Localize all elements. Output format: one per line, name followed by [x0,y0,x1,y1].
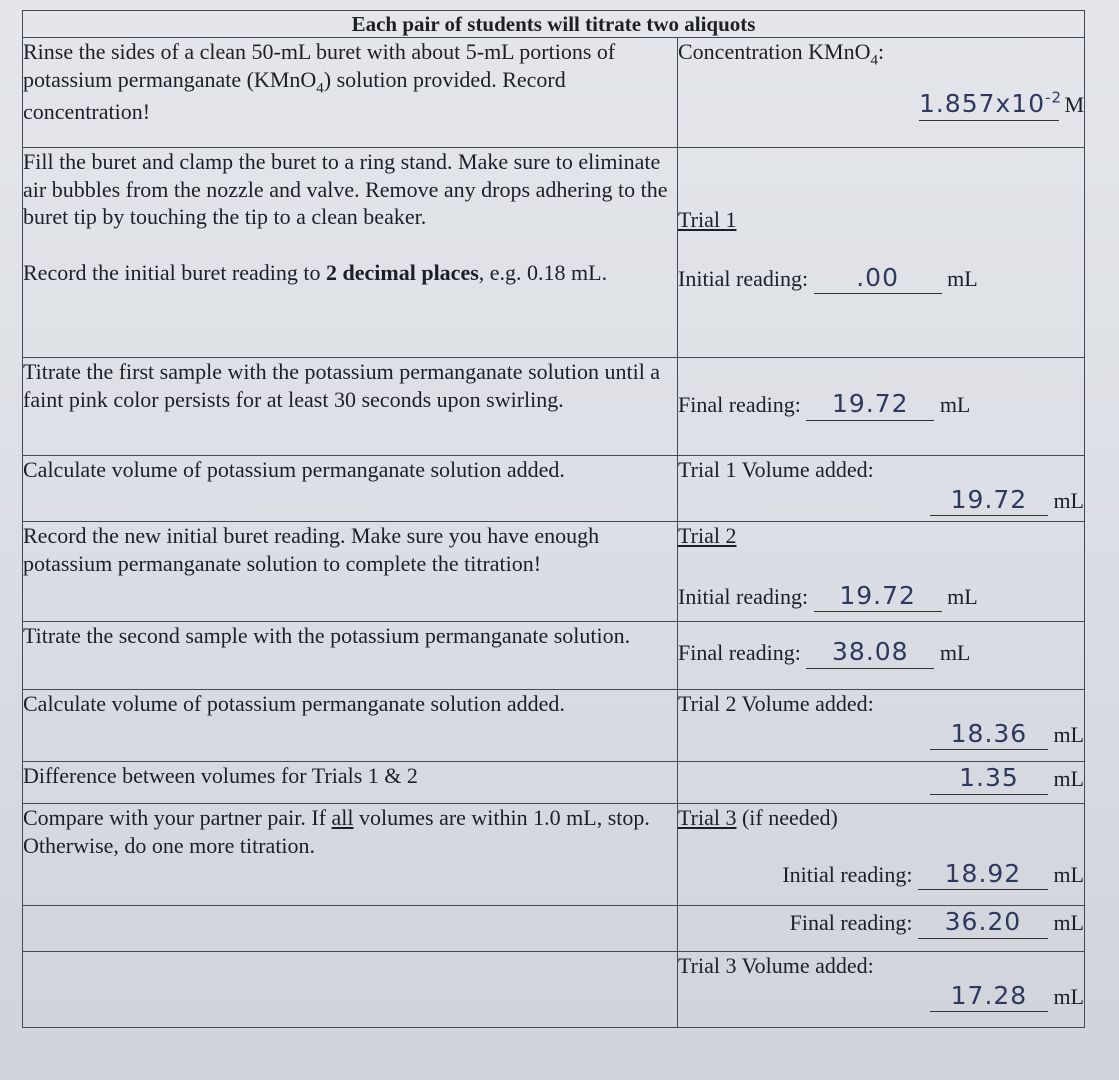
calc1-instructions [23,456,678,522]
rinse-instructions [23,38,678,148]
empty-cell-2 [23,952,678,1028]
row-titrate1 [23,358,1085,456]
trial3-heading [678,804,1084,832]
header-row [23,11,1085,38]
titrate2-response [678,622,1085,690]
trial3-final-label: Final reading: [789,910,913,936]
row-titrate2 [23,622,1085,690]
trial1-volume-unit: mL [1053,487,1084,513]
concentration-field[interactable] [918,88,1063,120]
record-new-response [678,522,1085,622]
titrate1-instructions [23,358,678,456]
titration-table [22,10,1085,1028]
compare-instructions [23,804,678,906]
difference-text: Difference between volumes for Trials 1 & 2 [23,763,418,789]
trial3-label: Trial 3 [678,805,737,831]
fill-instructions [23,148,678,358]
fill-text: Fill the buret and clamp the buret to a ring stand. Make sure to eliminate air bubbles from the nozzle and valve. Remove any drops adhering to the buret tip by touching the tip to a clean beaker. [23,149,668,230]
difference-response [678,762,1085,804]
row-fill [23,148,1085,358]
trial3-initial-label: Initial reading: [782,861,913,887]
trial3-suffix: (if needed) [736,805,838,831]
trial3-volume-response [678,952,1085,1028]
trial2-final-label: Final reading: [678,640,801,666]
row-calc1 [23,456,1085,522]
row-record-new [23,522,1085,622]
titrate1-text: Titrate the first sample with the potassium permanganate solution until a faint pink color persists for at least 30 seconds upon swirling. [23,359,661,412]
compare-text: Compare with your partner pair. If all volumes are within 1.0 mL, stop. Otherwise, do one more titration. [23,805,650,858]
trial3-initial-field[interactable]: 18.92 [918,858,1048,890]
row-trial3-final [23,906,1085,952]
compare-all: all [331,805,354,831]
row-compare [23,804,1085,906]
record-decimal-bold: 2 decimal places [326,259,479,285]
table-header: Each pair of students will titrate two aliquots [23,11,1085,38]
rinse-response [678,38,1085,148]
trial2-initial-field[interactable]: 19.72 [814,580,942,612]
titrate2-instructions [23,622,678,690]
rinse-text: Rinse the sides of a clean 50-mL buret with about 5-mL portions of potassium permanganate (KMnO$_4$) solution provided. Record concentration! [23,39,616,124]
difference-instructions [23,762,678,804]
concentration-value: 1.857x10 [918,89,1046,119]
trial3-volume-unit: mL [1053,983,1084,1009]
row-calc2 [23,690,1085,762]
trial2-final-unit: mL [939,640,971,666]
empty-cell-1 [23,906,678,952]
trial1-volume-label: Trial 1 Volume added: [678,457,874,483]
trial2-initial-unit: mL [947,583,978,609]
fill-response [678,148,1085,358]
calc2-instructions [23,690,678,762]
trial1-initial-unit: mL [947,265,978,291]
calc2-text: Calculate volume of potassium permanganate solution added. [23,691,565,717]
calc1-response [678,456,1085,522]
titrate2-text: Titrate the second sample with the potassium permanganate solution. [23,623,631,649]
trial2-volume-unit: mL [1053,721,1084,747]
record-decimal-text: Record the initial buret reading to 2 decimal places, e.g. 0.18 mL. [23,259,608,285]
record-new-text: Record the new initial buret reading. Make sure you have enough potassium permanganate solution to complete the titration! [23,523,600,576]
trial1-label: Trial 1 [678,207,737,233]
row-difference [23,762,1085,804]
calc1-text: Calculate volume of potassium permanganate solution added. [23,457,565,483]
calc2-response [678,690,1085,762]
difference-unit: mL [1053,766,1084,792]
row-rinse [23,38,1085,148]
trial1-final-field[interactable]: 19.72 [806,388,934,420]
trial2-label: Trial 2 [678,523,737,549]
compare-response [678,804,1085,906]
trial2-final-field[interactable]: 38.08 [806,636,934,668]
trial1-initial-field[interactable]: .00 [814,262,942,294]
trial1-volume-field[interactable]: 19.72 [930,484,1048,516]
difference-field[interactable]: 1.35 [930,762,1048,794]
trial1-final-unit: mL [939,392,971,418]
trial3-final-response [678,906,1085,952]
concentration-unit: M [1064,92,1084,118]
concentration-label: Concentration KMnO$_4$: [678,39,885,69]
concentration-exponent: -2 [1045,89,1063,108]
trial3-final-field[interactable]: 36.20 [918,906,1048,938]
record-new-instructions [23,522,678,622]
titrate1-response [678,358,1085,456]
trial1-initial-label: Initial reading: [678,265,809,291]
trial2-initial-label: Initial reading: [678,583,809,609]
trial2-volume-field[interactable]: 18.36 [930,718,1048,750]
trial3-initial-unit: mL [1053,861,1084,887]
trial1-final-label: Final reading: [678,392,801,418]
trial3-volume-field[interactable]: 17.28 [930,980,1048,1012]
row-trial3-volume [23,952,1085,1028]
trial3-final-unit: mL [1053,910,1084,936]
trial3-volume-label: Trial 3 Volume added: [678,953,874,979]
trial2-volume-label: Trial 2 Volume added: [678,691,874,717]
